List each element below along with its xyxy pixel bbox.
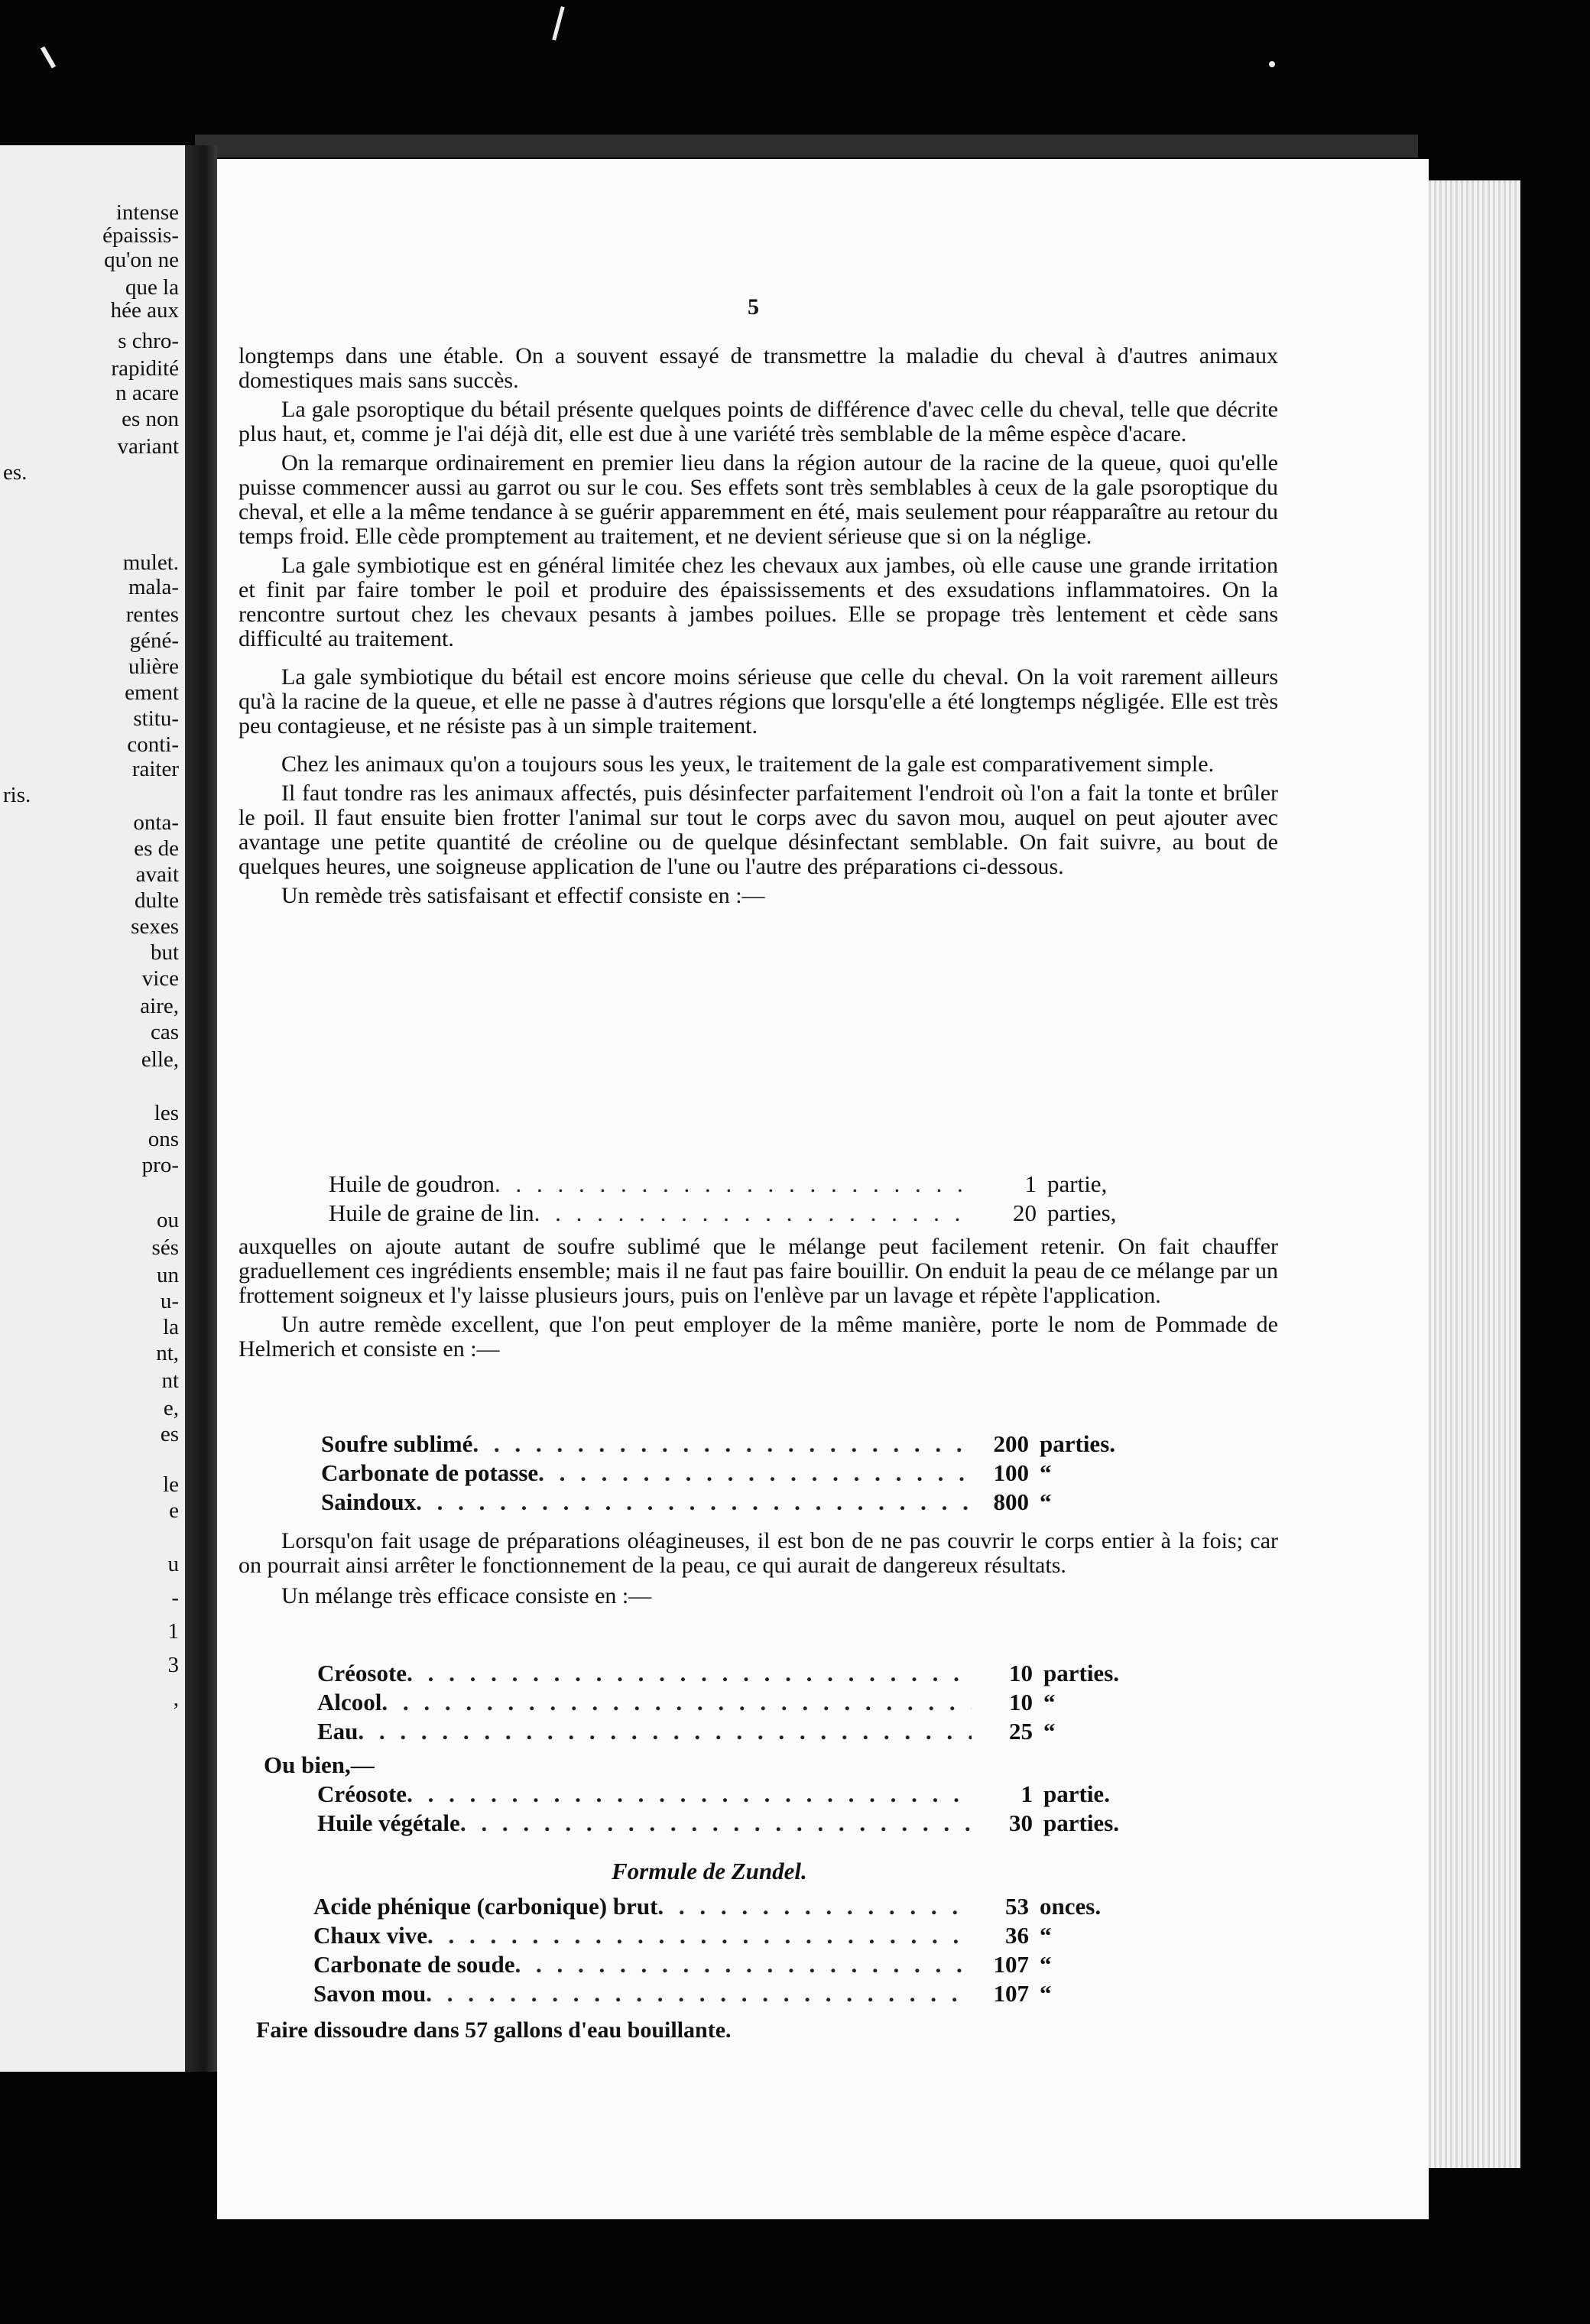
left-page-line: mulet. — [122, 550, 179, 575]
ingredient-quantity: 10 — [1009, 1689, 1033, 1715]
ingredient-name: Saindoux — [321, 1488, 417, 1515]
left-page-line: avait — [135, 862, 179, 887]
left-page-line: que la — [125, 275, 179, 300]
ingredient-name: Soufre sublimé — [321, 1430, 473, 1457]
left-page-line: vice — [141, 966, 179, 991]
ingredient-quantity: 107 — [993, 1980, 1029, 2007]
leader-dots — [495, 1170, 975, 1199]
ingredient-quantity: 107 — [993, 1951, 1029, 1978]
ingredient-name: Huile végétale — [317, 1810, 460, 1836]
left-page-line: es non — [122, 407, 179, 431]
ingredient-name: Créosote — [317, 1660, 407, 1686]
left-page-line: sés — [151, 1235, 179, 1260]
left-page-line: épaissis- — [102, 223, 179, 248]
left-page-line: rapidité — [111, 356, 179, 381]
paragraph: La gale symbiotique est en général limitée chez les chevaux aux jambes, où elle cause une grande irritation et finit par faire tomber le poil et produire des épaississements et des exsudations inflammatoires. On la rencontre surtout chez les chevaux pesants à jambes poilues. Elle se propage très lentement et cède sans difficulté au traitement. — [238, 553, 1278, 651]
ingredient-unit: partie, — [1047, 1170, 1108, 1197]
left-page-line: stitu- — [133, 706, 179, 731]
left-page-line: ris. — [3, 783, 31, 807]
ingredient-name: Acide phénique (carbonique) brut — [313, 1893, 658, 1920]
left-page-line: but — [150, 940, 179, 965]
left-page-line: rentes — [125, 602, 179, 627]
paragraph: Un mélange très efficace consiste en :— — [281, 1583, 652, 1608]
ingredient-name: Chaux vive — [313, 1922, 427, 1949]
ingredient-quantity: 53 — [1005, 1893, 1029, 1920]
recipe-list-5 — [313, 1892, 1147, 2008]
left-page-line: les — [154, 1101, 179, 1125]
text-block-mid — [238, 1235, 1278, 1362]
left-page-line: s chro- — [118, 329, 179, 353]
ingredient-unit: parties. — [1040, 1430, 1116, 1457]
ingredient-quantity: 800 — [993, 1488, 1029, 1515]
ingredient-name: Eau — [317, 1718, 359, 1745]
ingredient-unit: “ — [1040, 1980, 1052, 2007]
left-page-line: es. — [3, 460, 28, 485]
leader-dots — [426, 1979, 968, 2008]
recipe-row — [321, 1488, 1147, 1517]
paragraph: Un remède très satisfaisant et effectif consiste en :— — [281, 883, 765, 908]
recipe-row — [317, 1809, 1150, 1838]
ingredient-unit: “ — [1043, 1689, 1056, 1715]
left-page-line: la — [163, 1315, 179, 1339]
left-page-line: ulière — [128, 654, 179, 679]
left-page-line: dulte — [135, 888, 179, 913]
closing-line: Faire dissoudre dans 57 gallons d'eau bouillante. — [256, 2017, 732, 2043]
film-speck — [1269, 61, 1275, 67]
ingredient-name: Alcool — [317, 1689, 382, 1715]
left-page-line: es de — [134, 836, 179, 861]
left-page-line: u — [167, 1552, 179, 1576]
ingredient-unit: “ — [1040, 1488, 1052, 1515]
recipe-row — [317, 1780, 1150, 1809]
ingredient-unit: “ — [1040, 1922, 1052, 1949]
recipe-row — [329, 1199, 1154, 1228]
left-page-line: pro- — [141, 1153, 179, 1177]
left-page-line: variant — [117, 434, 179, 459]
paragraph: La gale psoroptique du bétail présente quelques points de différence d'avec celle du cheval, telle que décrite plus haut, et, comme je l'ai déjà dit, elle est due à une variété très semblable de la même espèce d'acare. — [238, 397, 1278, 446]
leader-dots — [416, 1488, 968, 1517]
ingredient-unit: parties. — [1043, 1660, 1120, 1686]
left-page-line: raiter — [131, 757, 179, 781]
ingredient-unit: “ — [1043, 1718, 1056, 1745]
paragraph: longtemps dans une étable. On a souvent essayé de transmettre la maladie du cheval à d'autres animaux domestiques mais sans succès. — [238, 343, 1278, 393]
left-page-line: es — [160, 1422, 179, 1446]
recipe-row — [313, 1892, 1147, 1921]
left-page-line: e, — [163, 1396, 179, 1420]
recipe-row — [313, 1979, 1147, 2008]
ingredient-name: Huile de goudron — [329, 1170, 495, 1197]
left-page-line: intense — [115, 200, 179, 225]
left-page-line: ons — [148, 1127, 179, 1151]
recipe-row — [317, 1688, 1150, 1717]
paragraph: On la remarque ordinairement en premier lieu dans la région autour de la racine de la queue, quoi qu'elle puisse commencer aussi au garrot ou sur le cou. Ses effets sont très semblables à ceux de la gale psoroptique du cheval, et elle a la même tendance à se guérir apparemment en été, mais seulement pour réapparaître au retour du temps froid. Elle cède promptement au traitement, et ne devient sérieuse que si on la néglige. — [238, 450, 1278, 549]
ou-bien-label: Ou bien,— — [264, 1751, 375, 1778]
recipe-row — [321, 1430, 1147, 1459]
ingredient-quantity: 1 — [1021, 1780, 1033, 1807]
left-page-line: e — [169, 1498, 179, 1523]
film-speck — [552, 6, 564, 41]
left-page-line: nt, — [156, 1341, 179, 1365]
paragraph: Un autre remède excellent, que l'on peut employer de la même manière, porte le nom de Pommade de Helmerich et consiste en :— — [238, 1312, 1278, 1362]
left-page-line: cas — [150, 1020, 179, 1044]
recipe-list-1 — [329, 1170, 1154, 1228]
book-gutter — [185, 145, 217, 2072]
recipe-row — [317, 1659, 1150, 1688]
recipe-row — [321, 1459, 1147, 1488]
ingredient-unit: parties, — [1047, 1199, 1117, 1226]
text-block-top — [238, 344, 1278, 908]
left-page-line: mala- — [128, 575, 179, 599]
ingredient-quantity: 36 — [1005, 1922, 1029, 1949]
ingredient-unit: partie. — [1043, 1780, 1110, 1807]
recipe-row — [317, 1717, 1150, 1746]
left-page-line: n acare — [115, 381, 179, 405]
film-speck — [41, 47, 56, 69]
page-top-shadow — [195, 135, 1418, 157]
left-page-line: u- — [160, 1289, 179, 1313]
left-page-line: ement — [125, 680, 179, 705]
left-page-line: sexes — [131, 914, 179, 939]
recipe-list-2 — [321, 1430, 1147, 1517]
ingredient-quantity: 20 — [1013, 1199, 1037, 1226]
left-page-line: hée aux — [110, 298, 179, 323]
left-page-line: elle, — [141, 1047, 179, 1072]
leader-dots — [657, 1892, 968, 1921]
left-page-line: nt — [161, 1368, 179, 1393]
ingredient-name: Créosote — [317, 1780, 407, 1807]
left-page-line: géné- — [129, 628, 179, 653]
leader-dots — [472, 1430, 968, 1459]
leader-dots — [538, 1459, 968, 1488]
left-page-line: aire, — [140, 994, 179, 1018]
leader-dots — [427, 1921, 968, 1950]
left-page-line: le — [163, 1472, 179, 1497]
left-page-line: , — [173, 1686, 179, 1711]
paragraph: La gale symbiotique du bétail est encore moins sérieuse que celle du cheval. On la voit rarement ailleurs qu'à la racine de la queue, et elle ne passe à d'autres régions que lorsqu'elle a été longtemps négligée. Elle est très peu contagieuse, et ne résiste pas à un simple traitement. — [238, 664, 1278, 738]
paragraph: Lorsqu'on fait usage de préparations oléagineuses, il est bon de ne pas couvrir le corps entier à la fois; car on pourrait ainsi arrêter le fonctionnement de la peau, ce qui aurait de dangereux résultats. — [238, 1528, 1278, 1578]
page-stack-edge — [1429, 180, 1520, 2168]
recipe-row — [329, 1170, 1154, 1199]
paragraph: Chez les animaux qu'on a toujours sous les yeux, le traitement de la gale est comparativement simple. — [281, 751, 1215, 777]
leader-dots — [358, 1717, 972, 1746]
page-number: 5 — [748, 294, 759, 320]
ingredient-unit: “ — [1040, 1459, 1052, 1486]
leader-dots — [515, 1950, 968, 1979]
left-page-line: - — [171, 1586, 179, 1610]
left-page-line: qu'on ne — [104, 248, 179, 272]
ingredient-name: Carbonate de potasse — [321, 1459, 539, 1486]
recipe-list-3 — [317, 1659, 1150, 1746]
ingredient-unit: “ — [1040, 1951, 1052, 1978]
ingredient-quantity: 200 — [993, 1430, 1029, 1457]
leader-dots — [534, 1199, 975, 1228]
ingredient-name: Carbonate de soude — [313, 1951, 515, 1978]
leader-dots — [407, 1780, 972, 1809]
ingredient-quantity: 100 — [993, 1459, 1029, 1486]
recipe-row — [313, 1950, 1147, 1979]
left-page-line: un — [157, 1263, 179, 1287]
paragraph: auxquelles on ajoute autant de soufre sublimé que le mélange peut facilement retenir. On fait chauffer graduellement ces ingrédients ensemble; mais il ne faut pas faire bouillir. On enduit la peau de ce mélange par un frottement soigneux et l'y laisse plusieurs jours, puis on l'enlève par un lavage et répète l'application. — [238, 1234, 1278, 1308]
left-page-line: onta- — [133, 810, 179, 835]
ingredient-name: Huile de graine de lin — [329, 1199, 534, 1226]
formula-title: Formule de Zundel. — [612, 1858, 807, 1884]
ingredient-quantity: 25 — [1009, 1718, 1033, 1745]
ingredient-quantity: 1 — [1024, 1170, 1037, 1197]
recipe-row — [313, 1921, 1147, 1950]
left-facing-page — [0, 145, 185, 2072]
left-page-line: 3 — [167, 1653, 179, 1677]
ingredient-name: Savon mou — [313, 1980, 427, 2007]
left-page-line: ou — [157, 1208, 179, 1232]
text-block-low — [238, 1529, 1278, 1608]
ingredient-quantity: 10 — [1009, 1660, 1033, 1686]
ingredient-unit: parties. — [1043, 1810, 1120, 1836]
ingredient-unit: onces. — [1040, 1893, 1102, 1920]
ingredient-quantity: 30 — [1009, 1810, 1033, 1836]
left-page-line: 1 — [167, 1619, 179, 1644]
leader-dots — [381, 1688, 972, 1717]
left-page-line: conti- — [127, 732, 179, 757]
leader-dots — [460, 1809, 972, 1838]
leader-dots — [407, 1659, 972, 1688]
recipe-list-4 — [317, 1780, 1150, 1838]
paragraph: Il faut tondre ras les animaux affectés, puis désinfecter parfaitement l'endroit où l'on a fait la tonte et brûler le poil. Il faut ensuite bien frotter l'animal sur tout le corps avec du savon mou, auquel on peut ajouter avec avantage une petite quantité de créoline ou de quelque désinfectant semblable. On fait suivre, au bout de quelques heures, une soigneuse application de l'une ou l'autre des préparations ci-dessous. — [238, 781, 1278, 879]
